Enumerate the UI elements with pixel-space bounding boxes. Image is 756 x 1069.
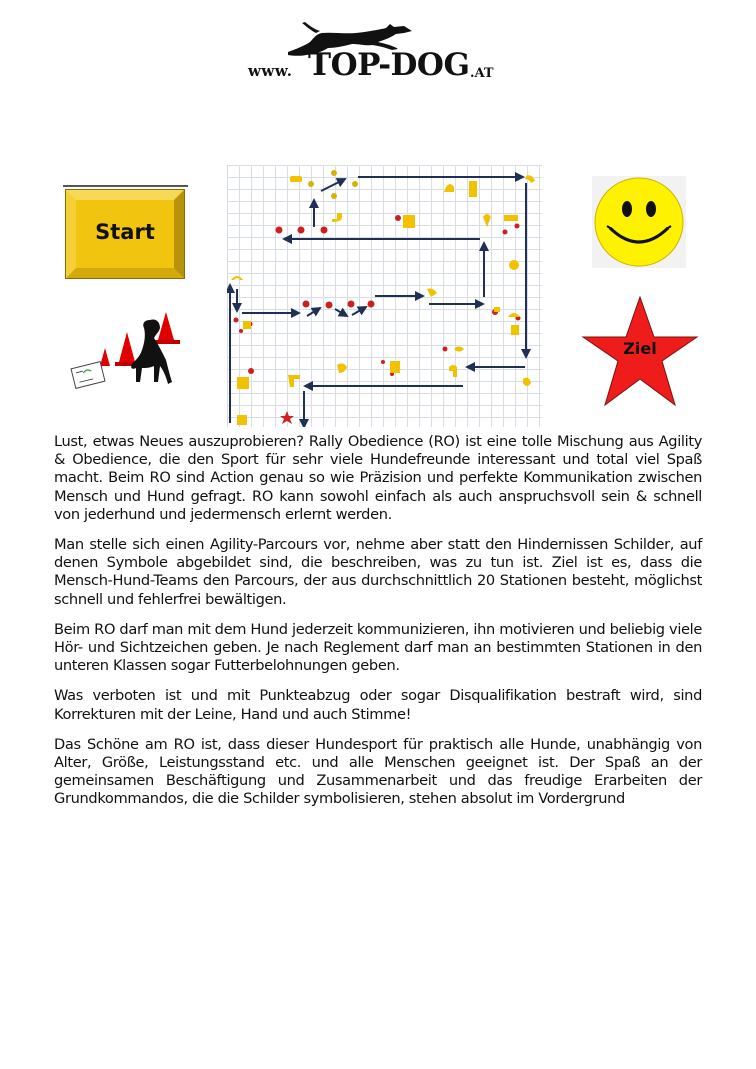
rally-sign-icon — [504, 215, 518, 221]
rally-sign-icon — [390, 361, 400, 373]
top-dog-logo — [248, 22, 510, 84]
rally-sign-icon — [237, 377, 249, 389]
cone-icon — [100, 348, 110, 366]
rally-sign-icon — [454, 347, 464, 352]
finish-star-icon — [280, 411, 294, 424]
rally-sign-icon — [243, 321, 251, 329]
goal-star-illustration — [581, 295, 699, 409]
dog-with-cones-illustration — [70, 310, 190, 390]
rally-sign-icon — [231, 276, 243, 280]
course-arrows — [230, 177, 526, 427]
rally-sign-icon — [525, 175, 535, 183]
rally-sign-icon — [508, 313, 520, 317]
rally-sign-icon — [523, 378, 531, 386]
rally-sign-icon — [483, 214, 491, 227]
logo-prefix: www. — [248, 62, 293, 80]
paragraph-suitability: Das Schöne am RO ist, dass dieser Hundesport für praktisch alle Hunde, unabhängig von Alter, Größe, Leistungsstand etc. und alle Menschen geeignet ist. Der Spaß an der gemeinsamen Beschäftigung und Zusammenarbeit und das freudige Erarbeiten der Grundkommandos, die die Schilder symbolisieren, stehen absolut im Vordergrund — [54, 735, 702, 808]
rally-sign-icon — [290, 176, 302, 182]
arrow — [352, 307, 366, 315]
paragraph-intro: Lust, etwas Neues auszuprobieren? Rally Obedience (RO) ist eine tolle Mischung aus Agility & Obedience, die den Sport für sehr viele Hundefreunde interessant und total viel Spaß macht. Beim RO sind Action genau so wie Präzision und perfekte Kommunikation zwischen Mensch und Hund gefragt. RO kann sowohl einfach als auch anspruchsvoll sein & schnell von jederhund und jedermensch erlernt werden. — [54, 433, 702, 523]
goal-label: Ziel — [623, 339, 657, 358]
start-label: Start — [95, 220, 155, 244]
rally-course-map — [227, 165, 542, 427]
article-body — [54, 433, 702, 821]
rally-sign-icon — [444, 184, 454, 192]
rally-sign-icon — [403, 215, 415, 228]
logo-brand: TOP-DOG — [308, 47, 470, 83]
arrow — [321, 179, 345, 191]
paragraph-concept: Man stelle sich einen Agility-Parcours vor, nehme aber statt den Hindernissen Schilder, auf denen Symbole abgebildet sind, die beschreiben, was zu tun ist. Ziel ist es, dass die Mensch-Hund-Teams den Parcours, der aus durchschnittlich 20 Stationen besteht, möglichst schnell und fehlerfrei bewältigen. — [54, 536, 702, 608]
smiley-face-illustration — [592, 176, 686, 268]
rally-sign-icon — [288, 375, 300, 387]
divider-line — [63, 185, 188, 187]
smiley-face-icon — [592, 176, 686, 268]
rally-sign-card-icon — [71, 362, 105, 389]
rally-sign-icon — [237, 415, 247, 425]
arrow — [307, 308, 320, 316]
course-path-diagram — [227, 165, 542, 427]
rally-sign-icon — [511, 325, 519, 335]
rally-sign-icon — [509, 260, 519, 270]
arrow — [335, 309, 347, 316]
paragraph-communication: Beim RO darf man mit dem Hund jederzeit kommunizieren, ihn motivieren und beliebig viele Hör- und Sichtzeichen geben. Je nach Reglement darf man an bestimmten Stationen in den unteren Klassen sogar Futterbelohnungen geben. — [54, 620, 702, 675]
rally-sign-icon — [449, 365, 457, 377]
rally-sign-icon — [469, 181, 477, 197]
rally-sign-icon — [332, 213, 342, 222]
logo-suffix: .AT — [470, 66, 494, 81]
cone-markers — [234, 215, 521, 382]
rally-sign-icon — [494, 307, 500, 312]
rally-signs — [231, 175, 535, 425]
paragraph-penalties: Was verboten ist und mit Punkteabzug oder sogar Disqualifikation bestraft wird, sind Korrekturen mit der Leine, Hand und auch Stimme! — [54, 687, 702, 723]
rally-sign-icon — [337, 363, 347, 373]
start-button-graphic — [66, 190, 184, 278]
rally-sign-icon — [427, 289, 437, 298]
